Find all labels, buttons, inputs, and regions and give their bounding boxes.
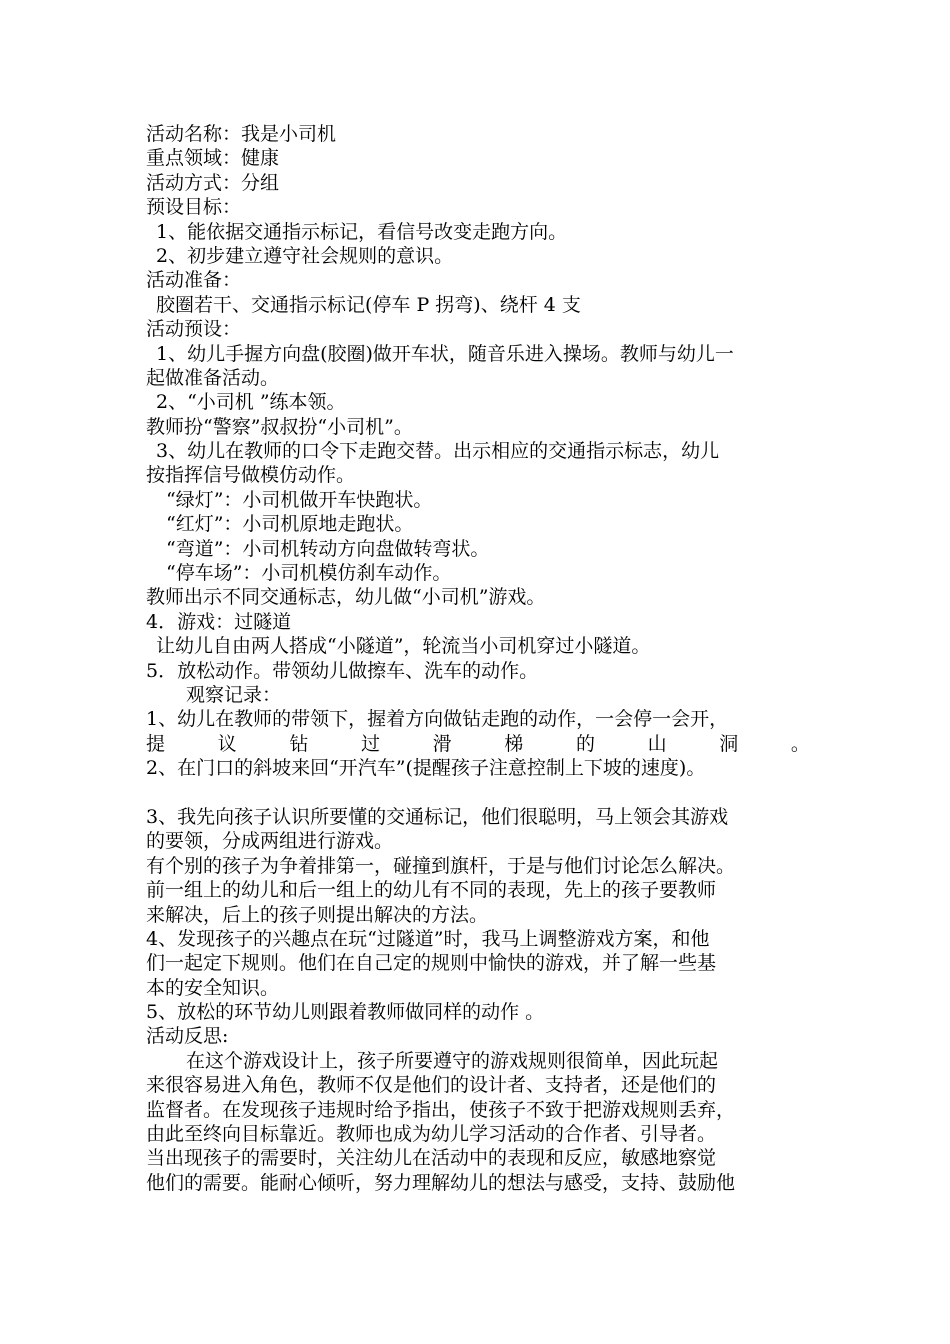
goal-item-2: 2、初步建立遵守社会规则的意识。: [156, 244, 454, 267]
plan-heading: 活动预设：: [146, 318, 242, 341]
goals-heading: 预设目标：: [146, 196, 242, 219]
plan-step-3-cont: 按指挥信号做模仿动作。: [146, 464, 356, 487]
preparation-heading: 活动准备：: [146, 269, 242, 292]
observation-4: 4、发现孩子的兴趣点在玩“过隧道”时，我马上调整游戏方案，和他: [146, 927, 710, 950]
focus-area-line: 重点领域：健康: [146, 147, 280, 170]
reflection-p6: 他们的需要。能耐心倾听，努力理解幼儿的想法与感受，支持、鼓励他: [146, 1171, 736, 1194]
plan-step-4-detail: 让幼儿自由两人搭成“小隧道”，轮流当小司机穿过小隧道。: [156, 635, 651, 658]
spread-char: 钻: [289, 732, 309, 755]
reflection-p3: 监督者。在发现孩子违规时给予指出，使孩子不致于把游戏规则丢弃，: [146, 1098, 736, 1121]
signal-curve: “弯道”：小司机转动方向盘做转弯状。: [166, 537, 490, 560]
plan-step-3-game: 教师出示不同交通标志，幼儿做“小司机”游戏。: [146, 586, 546, 609]
reflection-p5: 当出现孩子的需要时，关注幼儿在活动中的表现和反应，敏感地察觉: [146, 1147, 717, 1170]
spread-char: 提: [146, 732, 166, 755]
observation-1: 1、幼儿在教师的带领下，握着方向做钻走跑的动作，一会停一会开，: [146, 708, 729, 731]
observation-heading: 观察记录：: [186, 683, 282, 706]
plan-step-1: 1、幼儿手握方向盘(胶圈)做开车状，随音乐进入操场。教师与幼儿一: [156, 342, 734, 365]
observation-3-detail-1: 有个别的孩子为争着排第一，碰撞到旗杆，于是与他们讨论怎么解决。: [146, 854, 736, 877]
plan-step-2-detail: 教师扮“警察”叔叔扮“小司机”。: [146, 415, 413, 438]
plan-step-3: 3、幼儿在教师的口令下走跑交替。出示相应的交通指示标志，幼儿: [156, 440, 720, 463]
reflection-heading: 活动反思:: [146, 1025, 229, 1048]
spread-char: 山: [647, 732, 667, 755]
plan-step-2: 2、“小司机 ”练本领。: [156, 391, 346, 414]
observation-5: 5、放松的环节幼儿则跟着教师做同样的动作 。: [146, 1001, 545, 1024]
observation-3-detail-2: 前一组上的幼儿和后一组上的幼儿有不同的表现，先上的孩子要教师: [146, 879, 717, 902]
observation-3-cont: 的要领，分成两组进行游戏。: [146, 830, 394, 853]
spread-char: 过: [360, 732, 380, 755]
observation-4-cont-2: 本的安全知识。: [146, 976, 280, 999]
document-body: [146, 122, 810, 1195]
reflection-p4: 由此至终向目标靠近。教师也成为幼儿学习活动的合作者、引导者。: [146, 1123, 717, 1146]
blank-line: [146, 781, 810, 805]
signal-parking: “停车场”：小司机模仿刹车动作。: [166, 562, 452, 585]
observation-3: 3、我先向孩子认识所要懂的交通标记，他们很聪明，马上领会其游戏: [146, 805, 729, 828]
reflection-p1: 在这个游戏设计上，孩子所要遵守的游戏规则很简单，因此玩起: [186, 1049, 719, 1072]
spread-char: 滑: [432, 732, 452, 755]
goal-item-1: 1、能依据交通指示标记，看信号改变走跑方向。: [156, 220, 568, 243]
observation-3-detail-3: 来解决，后上的孩子则提出解决的方法。: [146, 903, 489, 926]
observation-4-cont-1: 们一起定下规则。他们在自己定的规则中愉快的游戏，并了解一些基: [146, 952, 717, 975]
observation-1-spread: [146, 732, 810, 756]
observation-2: 2、在门口的斜坡来回“开汽车”(提醒孩子注意控制上下坡的速度)。: [146, 757, 706, 780]
signal-red: “红灯”：小司机原地走跑状。: [166, 513, 414, 536]
spread-char: 的: [575, 732, 595, 755]
spread-char: 。: [790, 732, 810, 755]
preparation-text: 胶圈若干、交通指示标记(停车 P 拐弯)、绕杆 4 支: [156, 293, 581, 316]
plan-step-5: 5．放松动作。带领幼儿做擦车、洗车的动作。: [146, 659, 539, 682]
activity-mode-line: 活动方式：分组: [146, 171, 280, 194]
plan-step-1-cont: 起做准备活动。: [146, 366, 280, 389]
reflection-p2: 来很容易进入角色，教师不仅是他们的设计者、支持者，还是他们的: [146, 1074, 717, 1097]
signal-green: “绿灯”：小司机做开车快跑状。: [166, 488, 433, 511]
plan-step-4: 4．游戏：过隧道: [146, 610, 292, 633]
activity-name-line: 活动名称：我是小司机: [146, 123, 337, 145]
spread-char: 洞: [719, 732, 739, 755]
spread-char: 议: [217, 732, 237, 755]
spread-char: 梯: [504, 732, 524, 755]
